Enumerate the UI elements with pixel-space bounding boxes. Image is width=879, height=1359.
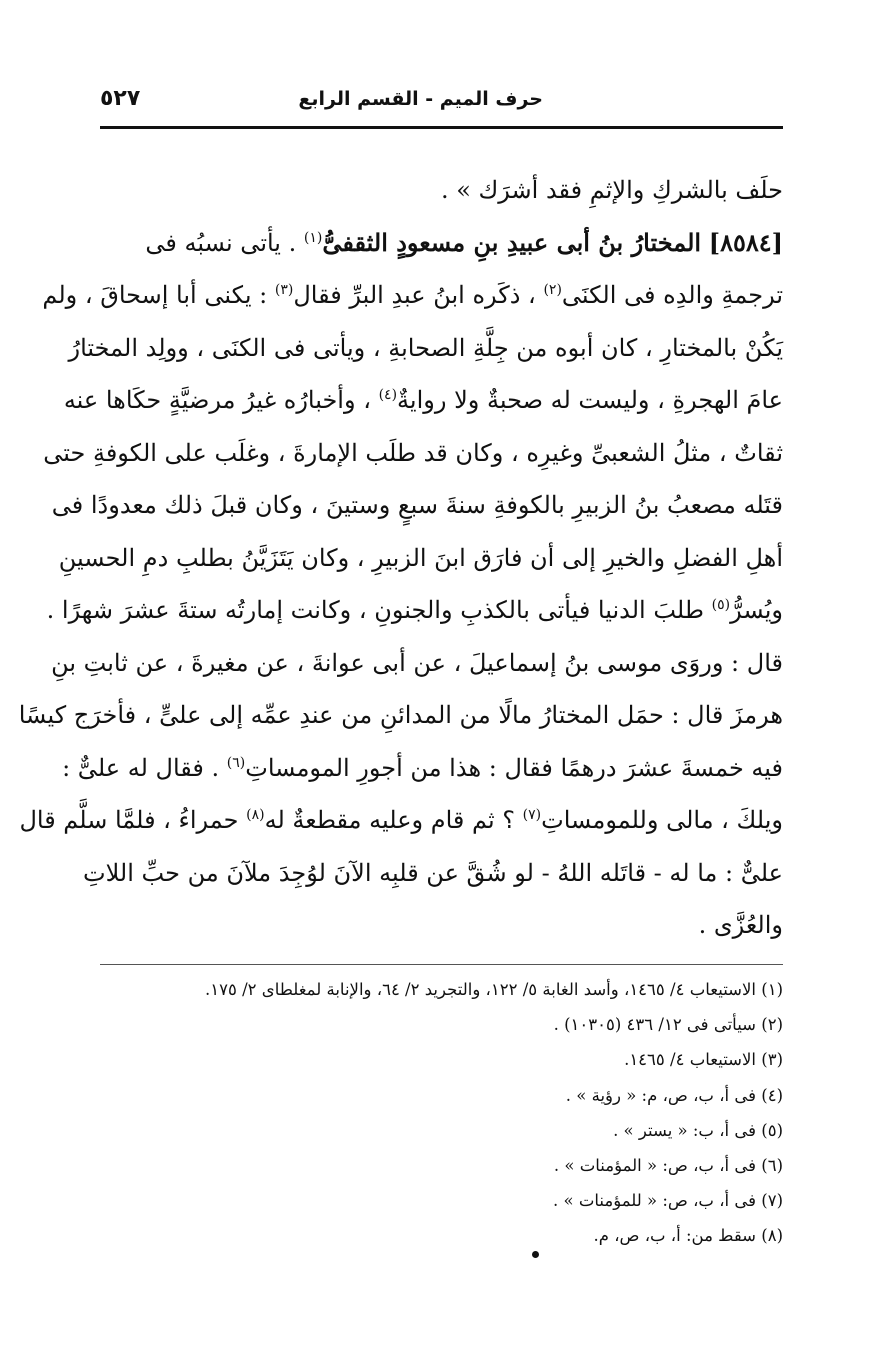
text-line: ويُسرُّ$^{(٥)}$ طلبَ الدنيا فيأتى بالكذبِ والجنونِ ، وكانت إمارتُه ستةَ عشرَ شهرًا . xyxy=(46,596,783,624)
text-line: عامَ الهجرةِ ، وليست له صحبةٌ ولا روايةٌ$^{(٤)}$ ، وأخبارُه غيرُ مرضيَّةٍ حكَاها عنه xyxy=(63,386,783,414)
main-text xyxy=(18,164,783,952)
footnote-marker: (٥) xyxy=(711,597,731,613)
footnote: (٨) سقط من: أ، ب، ص، م. xyxy=(593,1226,783,1246)
end-of-page-dot xyxy=(532,1251,539,1258)
text-line: ويلكَ ، مالى وللمومساتِ$^{(٧)}$ ؟ ثم قام وعليه مقطعةٌ له$^{(٨)}$ حمراءُ ، فلمَّا سلَّم قال xyxy=(19,806,783,834)
footnote-marker: (٣) xyxy=(274,282,294,298)
footnote-marker: (٧) xyxy=(522,807,542,823)
footnote: (٦) فى أ، ب، ص: « المؤمنات » . xyxy=(553,1155,783,1175)
page-number: ٥٢٧ xyxy=(100,86,141,111)
footnote-marker: (١) xyxy=(303,229,323,246)
footnote: (٧) فى أ، ب، ص: « للمؤمنات » . xyxy=(553,1191,783,1211)
entry-name: المختارُ بنُ أبى عبيدِ بنِ مسعودٍ الثقفىُّ xyxy=(322,227,702,257)
footnote-marker: (٦) xyxy=(226,754,246,771)
entry-heading-line xyxy=(100,217,783,270)
footnote: (٣) الاستيعاب ٤/ ١٤٦٥. xyxy=(624,1050,783,1070)
running-header xyxy=(100,86,783,120)
header-rule xyxy=(100,126,783,129)
footnote-marker: (٢) xyxy=(543,282,562,298)
footnote: (٤) فى أ، ب، ص، م: « رؤية » . xyxy=(565,1085,783,1105)
running-title: حرف الميم - القسم الرابع xyxy=(298,88,543,110)
footnote-marker: (٤) xyxy=(378,387,398,403)
text-line: ثقاتٌ ، مثلُ الشعبىِّ وغيرِه ، وكان قد طلَب الإمارةَ ، وغلَب على الكوفةِ حتى xyxy=(43,438,783,467)
footnotes xyxy=(100,972,783,1254)
text-line: هرمزَ قال : حمَل المختارُ مالًا من المدائنِ من عندِ عمِّه إلى علىٍّ ، فأخرَج كيسًا xyxy=(18,701,783,729)
text-line: قتَله مصعبُ بنُ الزبيرِ بالكوفةِ سنةَ سبعٍ وستينَ ، وكان قبلَ ذلك معدودًا فى xyxy=(51,491,783,519)
text-line: ترجمةِ والدِه فى الكنَى$^{(٢)}$ ، ذكَره ابنُ عبدِ البرِّ فقال$^{(٣)}$ : يكنى أبا إسحاقَ ، ولم xyxy=(42,281,783,309)
text-line: يَكُنْ بالمختارِ ، كان أبوه من جِلَّةِ الصحابةِ ، ويأتى فى الكنَى ، وولِد المختارُ xyxy=(68,333,783,362)
entry-text: . يأتى نسبُه فى xyxy=(145,228,297,257)
text-line: علىٌّ : ما له - قاتَله اللهُ - لو شُقَّ عن قلبِه الآنَ لوُجِدَ ملآنَ من حبِّ اللاتِ xyxy=(83,858,783,887)
footnote-rule xyxy=(100,964,783,965)
entry-number: [٨٥٨٤] xyxy=(708,227,783,257)
text-line: قال : وروَى موسى بنُ إسماعيلَ ، عن أبى عوانةَ ، عن مغيرةَ ، عن ثابتِ بنِ xyxy=(51,648,783,677)
footnote: (٥) فى أ، ب: « يستر » . xyxy=(613,1120,783,1140)
footnote-marker: (٨) xyxy=(246,807,265,823)
footnote: (١) الاستيعاب ٤/ ١٤٦٥، وأسد الغابة ٥/ ١٢٢، والتجريد ٢/ ٦٤، والإنابة لمغلطاى ٢/ ١٧٥. xyxy=(205,980,783,999)
text-line: فيه خمسةَ عشرَ درهمًا فقال : هذا من أجورِ المومساتِ$^{(٦)}$ . فقال له علىٌّ : xyxy=(62,753,783,782)
footnote: (٢) سيأتى فى ١٢/ ٤٣٦ (١٠٣٠٥) . xyxy=(553,1015,783,1035)
text-line: والعُزَّى . xyxy=(698,911,783,939)
text-line: أهلِ الفضلِ والخيرِ إلى أن فارَق ابنَ الزبيرِ ، وكان يَتَزَيَّنُ بطلبِ دمِ الحسينِ xyxy=(58,543,783,572)
text-line: حلَف بالشركِ والإثمِ فقد أشرَك » . xyxy=(440,176,783,204)
